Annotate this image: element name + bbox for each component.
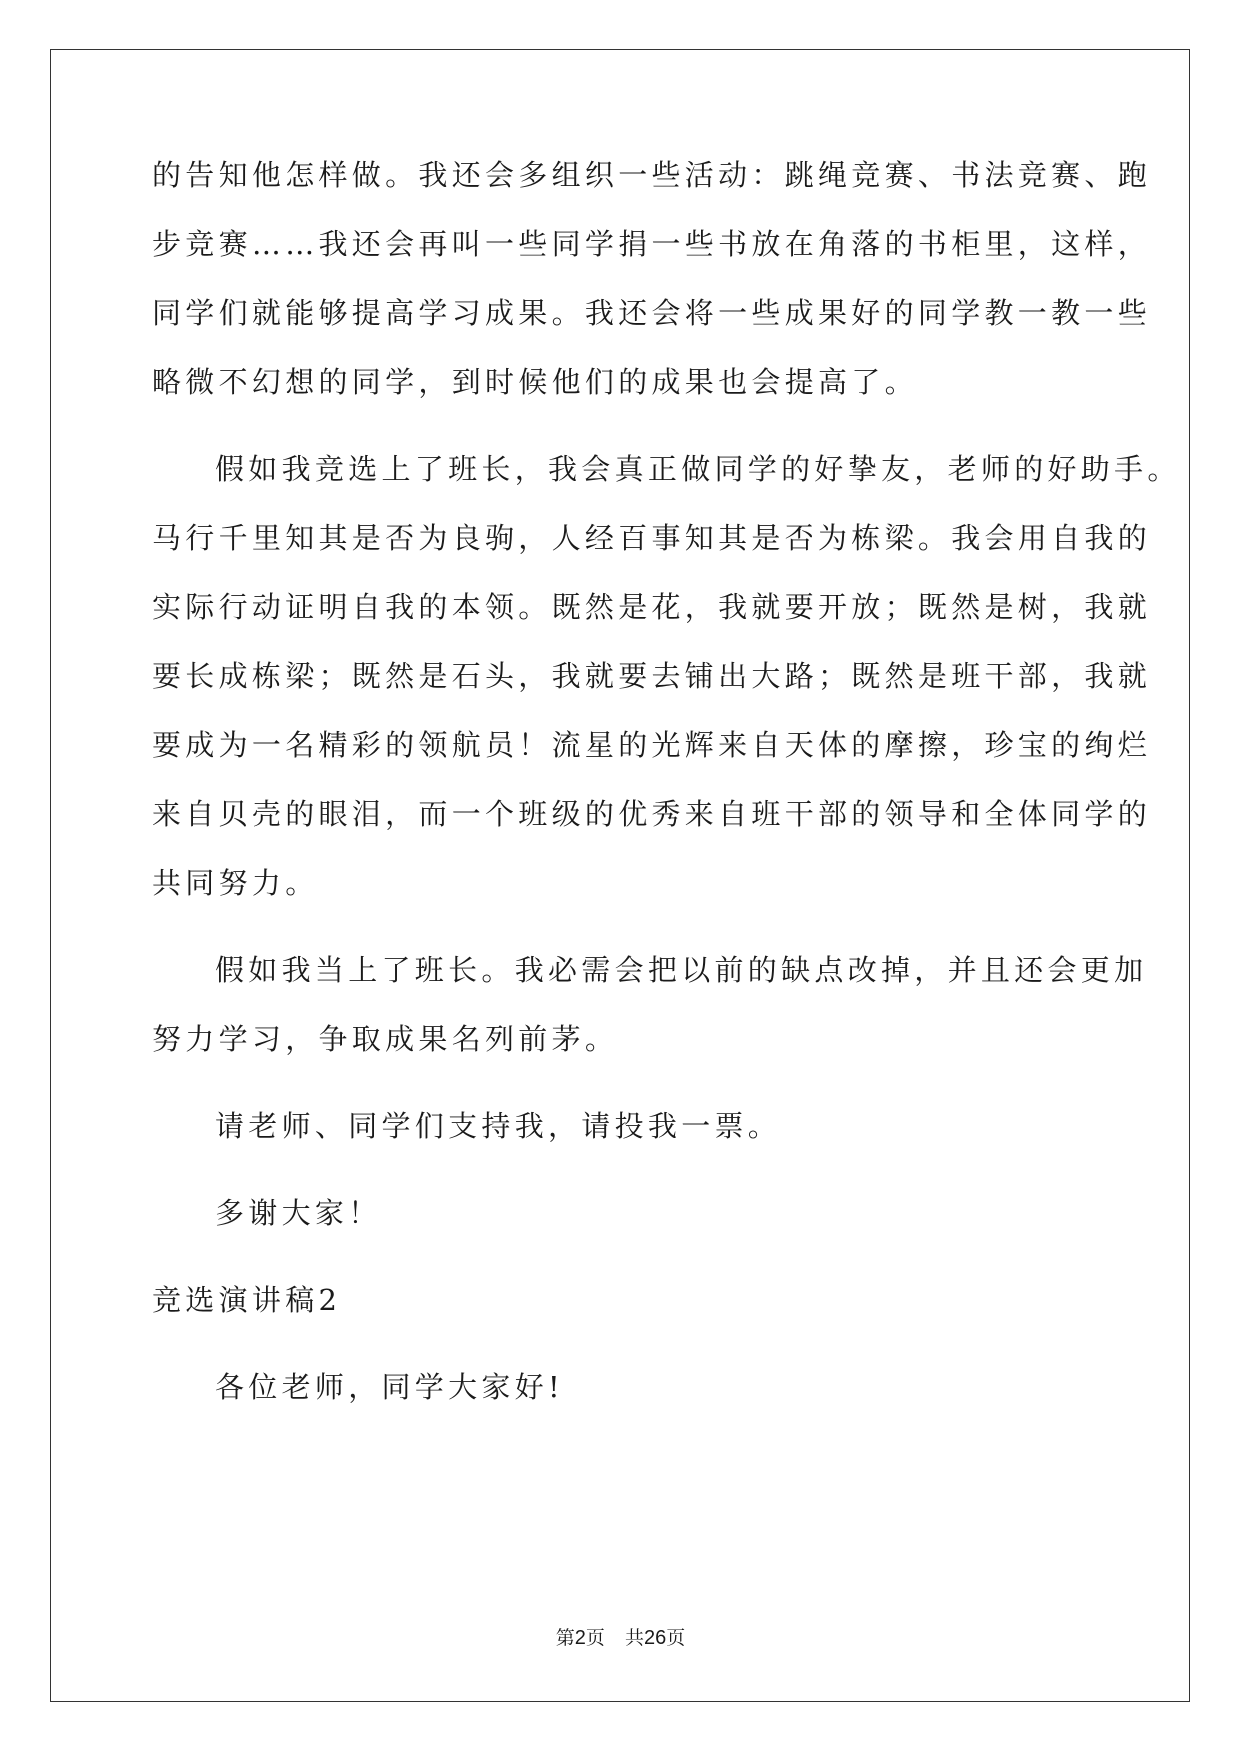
body-line: 马行千里知其是否为良驹，人经百事知其是否为栋梁。我会用自我的: [152, 521, 1152, 555]
paragraph-start-line: 假如我竞选上了班长，我会真正做同学的好挚友，老师的好助手。: [215, 452, 1181, 486]
page-suffix: 页: [585, 1627, 605, 1649]
total-prefix: 共: [624, 1627, 644, 1649]
paragraph-start-line: 多谢大家！: [215, 1196, 382, 1230]
paragraph-start-line: 各位老师，同学大家好!: [215, 1370, 564, 1404]
body-line: 共同努力。: [152, 866, 319, 900]
paragraph-start-line: 假如我当上了班长。我必需会把以前的缺点改掉，并且还会更加: [215, 953, 1148, 987]
paragraph-start-line: 请老师、同学们支持我，请投我一票。: [215, 1109, 782, 1143]
body-line: 步竞赛……我还会再叫一些同学捐一些书放在角落的书柜里，这样，: [152, 227, 1152, 261]
body-line: 要成为一名精彩的领航员！流星的光辉来自天体的摩擦，珍宝的绚烂: [152, 728, 1152, 762]
body-line: 的告知他怎样做。我还会多组织一些活动：跳绳竞赛、书法竞赛、跑: [152, 158, 1152, 192]
total-pages: 26: [643, 1627, 667, 1649]
body-line: 同学们就能够提高学习成果。我还会将一些成果好的同学教一教一些: [152, 296, 1152, 330]
body-line: 来自贝壳的眼泪，而一个班级的优秀来自班干部的领导和全体同学的: [152, 797, 1152, 831]
total-suffix: 页: [666, 1627, 686, 1649]
body-line: 略微不幻想的同学，到时候他们的成果也会提高了。: [152, 365, 918, 399]
section-heading: 竞选演讲稿2: [152, 1283, 342, 1317]
page-footer: [0, 1626, 1241, 1650]
body-line: 实际行动证明自我的本领。既然是花，我就要开放；既然是树，我就: [152, 590, 1152, 624]
page-number: 2: [574, 1627, 586, 1649]
page-prefix: 第: [555, 1627, 575, 1649]
body-line: 努力学习，争取成果名列前茅。: [152, 1022, 619, 1056]
body-line: 要长成栋梁；既然是石头，我就要去铺出大路；既然是班干部，我就: [152, 659, 1152, 693]
